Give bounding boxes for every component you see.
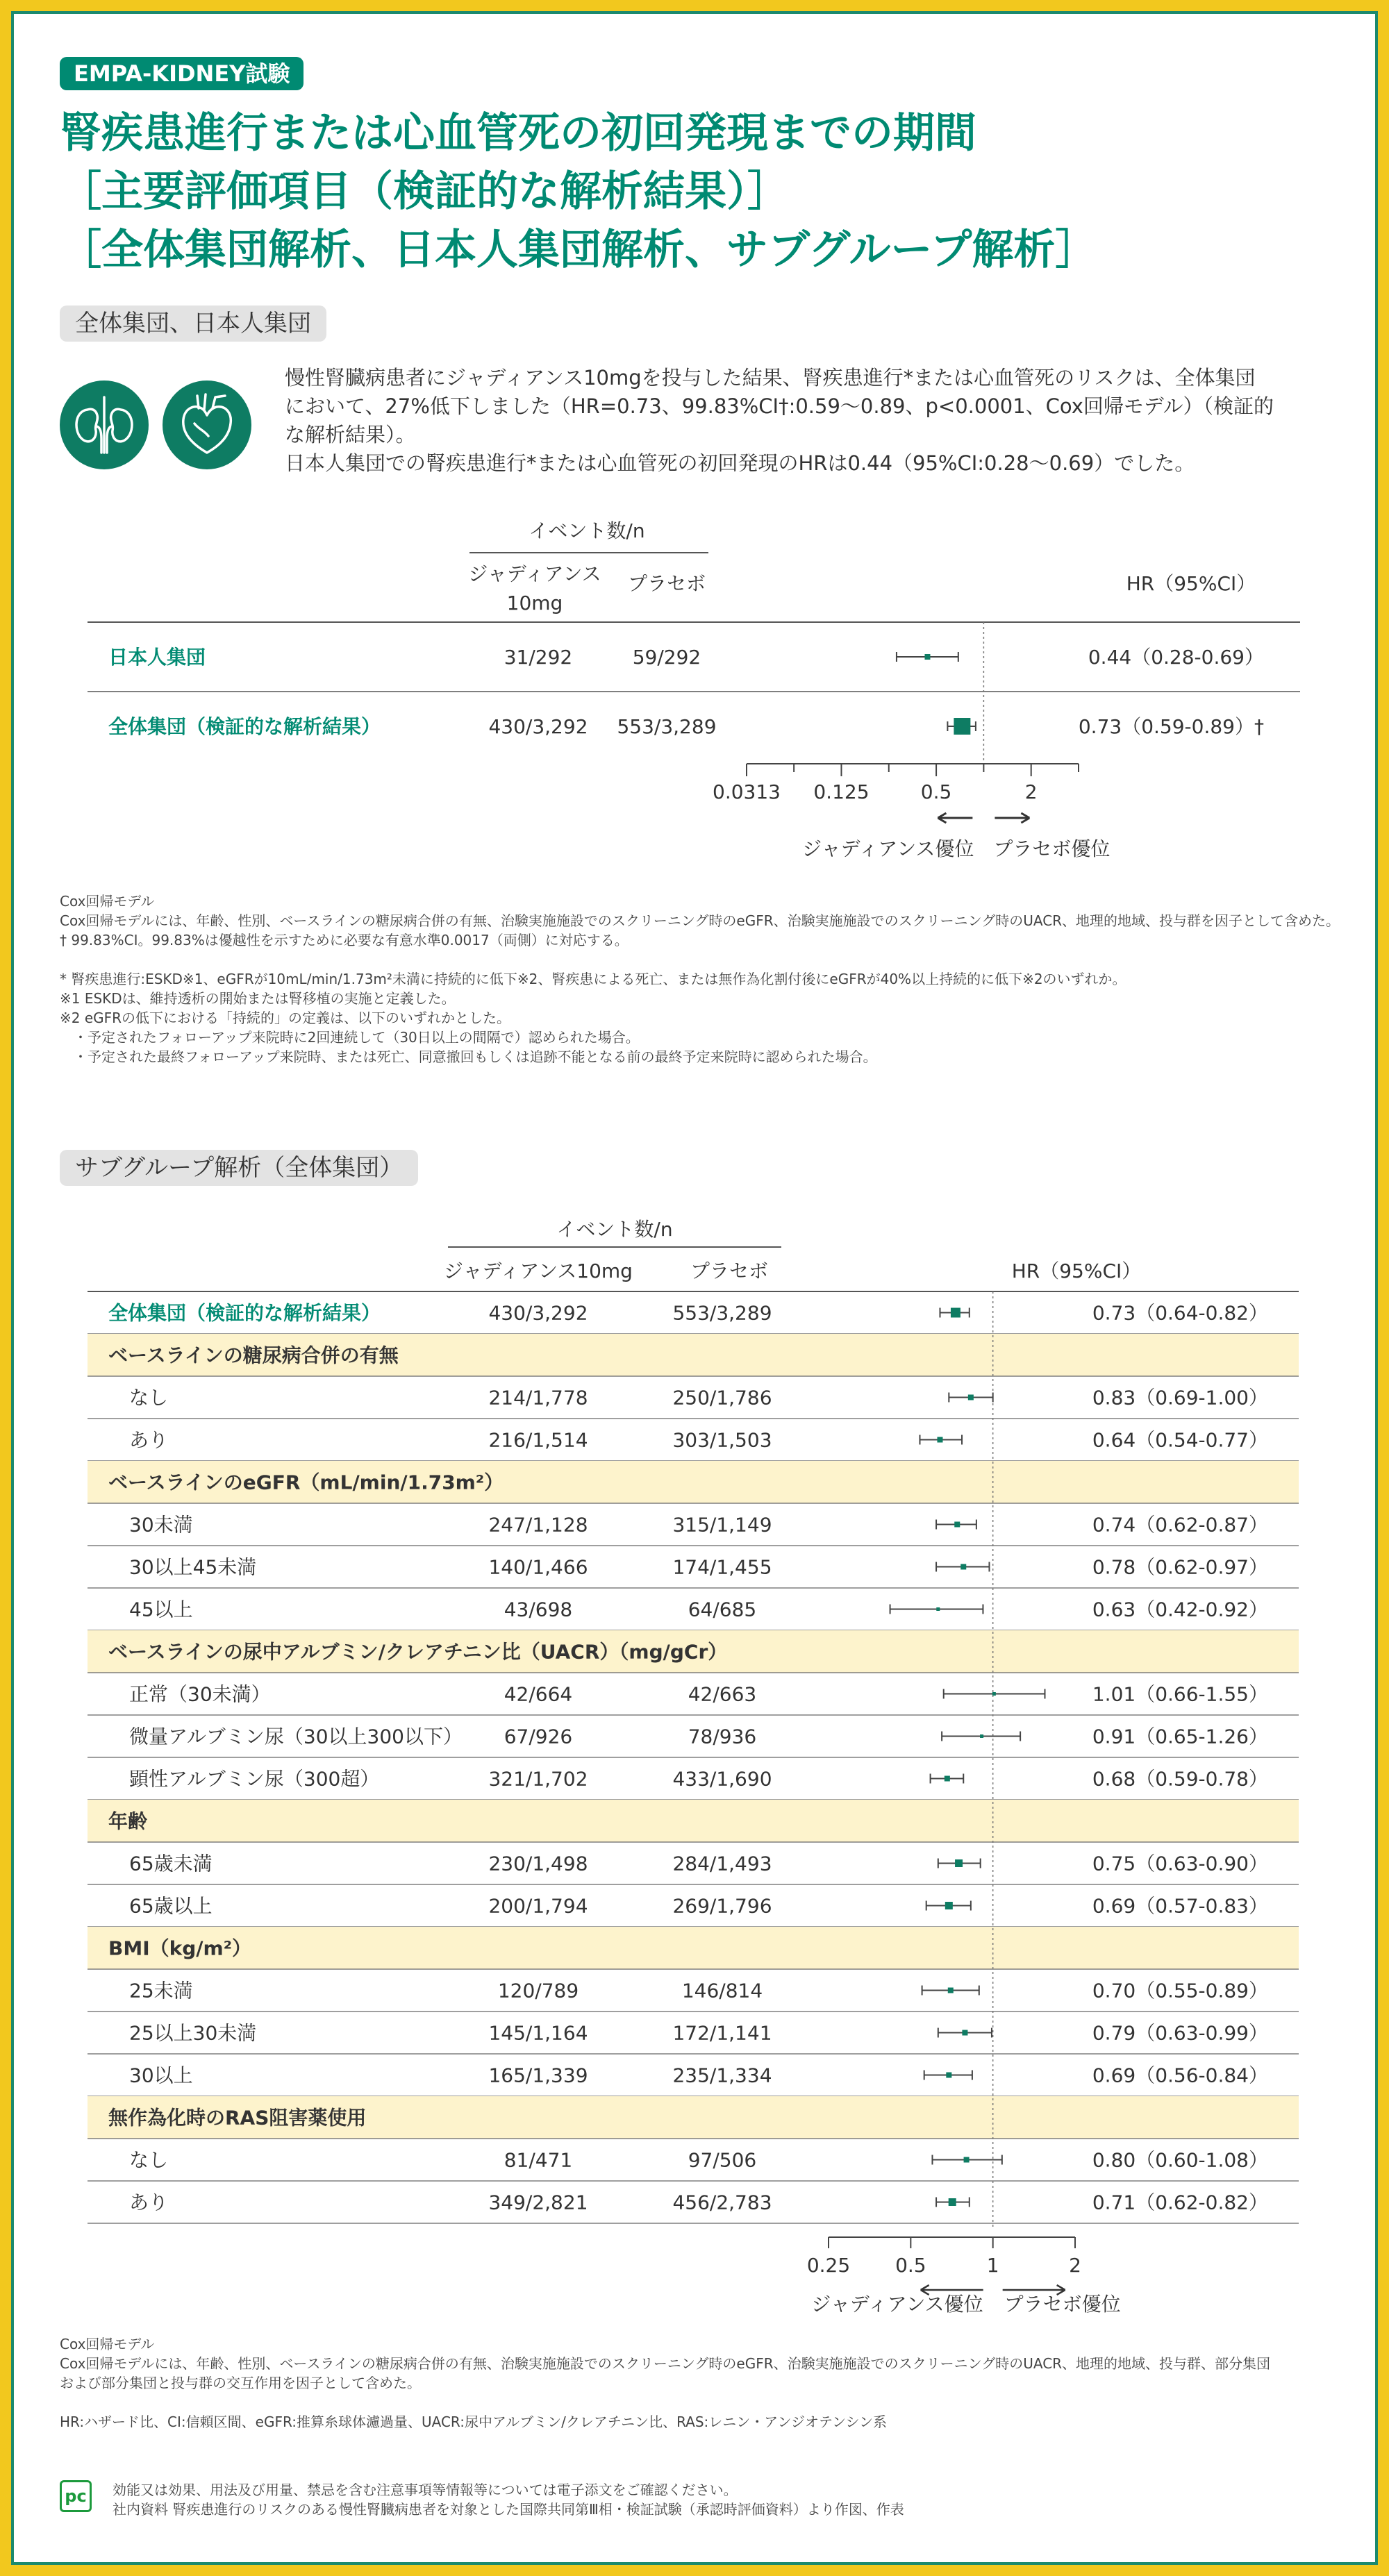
drug-events: 67/926 bbox=[504, 1725, 573, 1748]
hr-marker bbox=[937, 1437, 942, 1443]
drug-events: 42/664 bbox=[504, 1682, 573, 1706]
hr-value: 0.70（0.55-0.89） bbox=[1092, 1979, 1268, 2002]
group-header: ベースラインのeGFR（mL/min/1.73m²） bbox=[108, 1471, 504, 1494]
drug-events: 43/698 bbox=[504, 1598, 573, 1621]
hr-value: 0.91（0.65-1.26） bbox=[1092, 1725, 1268, 1748]
hr-value: 0.73（0.64-0.82） bbox=[1092, 1301, 1268, 1325]
note-line: Cox回帰モデルには、年齢、性別、ベースラインの糖尿病合併の有無、治験実施施設でのスクリーニング時のeGFR、治験実施施設でのスクリーニング時のUACR、地理的地域、投与群を因子として含めた。 bbox=[60, 912, 1340, 929]
x-tick-label: 0.0313 bbox=[713, 780, 781, 803]
placebo-events: 235/1,334 bbox=[672, 2064, 772, 2087]
hr-marker bbox=[960, 1564, 966, 1570]
row-label: 45以上 bbox=[129, 1598, 193, 1621]
drug-events: 31/292 bbox=[504, 646, 573, 669]
note-line: Cox回帰モデル bbox=[60, 893, 155, 910]
row-label: 微量アルブミン尿（30以上300以下） bbox=[129, 1725, 463, 1748]
hr-value: 0.68（0.59-0.78） bbox=[1092, 1767, 1268, 1791]
placebo-events: 78/936 bbox=[688, 1725, 757, 1748]
hr-marker bbox=[949, 2198, 956, 2206]
column-header-drug: ジャディアンス10mg bbox=[444, 1260, 633, 1282]
hr-value: 0.78（0.62-0.97） bbox=[1092, 1555, 1268, 1579]
section-label-overall-japanese: 全体集団、日本人集団 bbox=[60, 306, 326, 342]
row-label: 全体集団（検証的な解析結果） bbox=[108, 715, 381, 738]
x-tick-label: 0.5 bbox=[920, 780, 952, 803]
row-label: あり bbox=[129, 2191, 169, 2214]
trial-badge: EMPA-KIDNEY試験 bbox=[60, 57, 303, 90]
row-label: 全体集団（検証的な解析結果） bbox=[108, 1301, 381, 1325]
hr-value: 0.73（0.59-0.89）† bbox=[1078, 715, 1264, 738]
note-line bbox=[60, 2393, 1338, 2412]
hr-marker bbox=[945, 1776, 950, 1782]
note-line: * 腎疾患進行:ESKD※1、eGFRが10mL/min/1.73m²未満に持続的に低下※2、腎疾患による死亡、または無作為化割付後にeGFRが40%以上持続的に低下※2のいずれか。 bbox=[60, 971, 1126, 987]
placebo-events: 269/1,796 bbox=[672, 1894, 772, 1918]
hr-marker bbox=[968, 1395, 974, 1400]
placebo-events: 146/814 bbox=[681, 1979, 763, 2002]
column-header-placebo: プラセボ bbox=[690, 1260, 769, 1282]
row-label: 30以上 bbox=[129, 2064, 193, 2087]
favor-right-label: プラセボ優位 bbox=[993, 837, 1111, 860]
events-header: イベント数/n bbox=[529, 519, 645, 542]
hr-marker bbox=[951, 1308, 960, 1318]
hr-value: 0.74（0.62-0.87） bbox=[1092, 1513, 1268, 1537]
placebo-events: 284/1,493 bbox=[672, 1852, 772, 1875]
favor-left-label: ジャディアンス優位 bbox=[811, 2293, 983, 2316]
x-tick-label: 0.25 bbox=[806, 2254, 851, 2277]
drug-events: 321/1,702 bbox=[488, 1767, 588, 1791]
hr-value: 0.75（0.63-0.90） bbox=[1092, 1852, 1268, 1875]
hr-marker bbox=[954, 1522, 960, 1528]
placebo-events: 64/685 bbox=[688, 1598, 757, 1621]
placebo-events: 174/1,455 bbox=[672, 1555, 772, 1579]
summary-line: 日本人集団での腎疾患進行*または心血管死の初回発現のHRは0.44（95%CI:0.28〜0.69）でした。 bbox=[285, 451, 1195, 475]
note-line: ・予定された最終フォローアップ来院時、または死亡、同意撤回もしくは追跡不能となる前の最終予定来院時に認められた場合。 bbox=[60, 1048, 877, 1065]
column-header-placebo: プラセボ bbox=[627, 572, 706, 595]
drug-events: 200/1,794 bbox=[488, 1894, 588, 1918]
hr-marker bbox=[962, 2030, 967, 2036]
summary-line: において、27%低下しました（HR=0.73、99.83%CI†:0.59〜0.89、p<0.0001、Cox回帰モデル）（検証的 bbox=[285, 394, 1274, 418]
group-header: ベースラインの糖尿病合併の有無 bbox=[108, 1344, 399, 1367]
note-line: Cox回帰モデルには、年齢、性別、ベースラインの糖尿病合併の有無、治験実施施設でのスクリーニング時のeGFR、治験実施施設でのスクリーニング時のUACR、地理的地域、投与群、部分集団 bbox=[60, 2355, 1271, 2372]
hr-value: 0.83（0.69-1.00） bbox=[1092, 1386, 1268, 1410]
pc-logo: pc bbox=[60, 2480, 92, 2512]
placebo-events: 553/3,289 bbox=[672, 1301, 772, 1325]
placebo-events: 456/2,783 bbox=[672, 2191, 772, 2214]
row-label: 30未満 bbox=[129, 1513, 193, 1537]
favor-right-label: プラセボ優位 bbox=[1004, 2293, 1121, 2316]
drug-events: 120/789 bbox=[497, 1979, 579, 2002]
hr-marker bbox=[980, 1734, 983, 1738]
placebo-events: 250/1,786 bbox=[672, 1386, 772, 1410]
hr-value: 0.44（0.28-0.69） bbox=[1088, 646, 1264, 669]
note-line: Cox回帰モデル bbox=[60, 2336, 155, 2352]
note-line: ・予定されたフォローアップ来院時に2回連続して（30日以上の間隔で）認められた場合。 bbox=[60, 1029, 640, 1046]
column-header-hr: HR（95%CI） bbox=[1011, 1260, 1142, 1282]
section-label-subgroup: サブグループ解析（全体集団） bbox=[60, 1150, 418, 1186]
column-header-hr: HR（95%CI） bbox=[1126, 572, 1256, 595]
placebo-events: 42/663 bbox=[688, 1682, 757, 1706]
row-label: あり bbox=[129, 1428, 169, 1452]
group-band bbox=[88, 1927, 1299, 1969]
hr-marker bbox=[948, 1988, 954, 1993]
drug-events: 140/1,466 bbox=[488, 1555, 588, 1579]
drug-events: 214/1,778 bbox=[488, 1386, 588, 1410]
x-tick-label: 1 bbox=[986, 2254, 999, 2277]
row-label: なし bbox=[129, 1386, 169, 1410]
group-header: 無作為化時のRAS阻害薬使用 bbox=[108, 2106, 367, 2130]
group-header: 年齢 bbox=[108, 1809, 148, 1833]
column-header-drug: ジャディアンス bbox=[468, 562, 601, 585]
title-line: ［全体集団解析、日本人集団解析、サブグループ解析］ bbox=[60, 226, 1097, 274]
drug-events: 145/1,164 bbox=[488, 2021, 588, 2045]
row-label: 顕性アルブミン尿（300超） bbox=[129, 1767, 380, 1791]
hr-value: 0.63（0.42-0.92） bbox=[1092, 1598, 1268, 1621]
row-label: 25未満 bbox=[129, 1979, 193, 2002]
group-header: BMI（kg/m²） bbox=[108, 1937, 251, 1960]
hr-marker bbox=[992, 1692, 996, 1696]
note-line: ※1 ESKDは、維持透析の開始または腎移植の実施と定義した。 bbox=[60, 990, 456, 1007]
notes-chart2 bbox=[60, 2334, 1338, 2432]
drug-events: 81/471 bbox=[504, 2148, 573, 2172]
row-label: 日本人集団 bbox=[108, 646, 206, 669]
group-band bbox=[88, 1800, 1299, 1842]
title-line: ［主要評価項目（検証的な解析結果）］ bbox=[60, 167, 789, 216]
row-label: 25以上30未満 bbox=[129, 2021, 257, 2045]
hr-value: 0.80（0.60-1.08） bbox=[1092, 2148, 1268, 2172]
row-label: なし bbox=[129, 2148, 169, 2172]
hr-value: 0.69（0.56-0.84） bbox=[1092, 2064, 1268, 2087]
drug-events: 216/1,514 bbox=[488, 1428, 588, 1452]
drug-events: 430/3,292 bbox=[488, 715, 588, 738]
title-line: 腎疾患進行または心血管死の初回発現までの期間 bbox=[60, 109, 976, 158]
footer-line: 社内資料 腎疾患進行のリスクのある慢性腎臓病患者を対象とした国際共同第Ⅲ相・検証試験（承認時評価資料）より作図、作表 bbox=[113, 2501, 904, 2518]
drug-events: 430/3,292 bbox=[488, 1301, 588, 1325]
placebo-events: 97/506 bbox=[688, 2148, 757, 2172]
hr-marker bbox=[955, 1859, 963, 1867]
hr-value: 0.64（0.54-0.77） bbox=[1092, 1428, 1268, 1452]
x-tick-label: 2 bbox=[1069, 2254, 1081, 2277]
placebo-events: 303/1,503 bbox=[672, 1428, 772, 1452]
hr-value: 0.79（0.63-0.99） bbox=[1092, 2021, 1268, 2045]
placebo-events: 553/3,289 bbox=[617, 715, 717, 738]
placebo-events: 59/292 bbox=[632, 646, 701, 669]
note-line: † 99.83%CI。99.83%は優越性を示すために必要な有意水準0.0017（両側）に対応する。 bbox=[60, 932, 629, 948]
placebo-events: 433/1,690 bbox=[672, 1767, 772, 1791]
footer-text bbox=[113, 2480, 1335, 2519]
note-line: ※2 eGFRの低下における「持続的」の定義は、以下のいずれかとした。 bbox=[60, 1010, 511, 1026]
placebo-events: 315/1,149 bbox=[672, 1513, 772, 1537]
x-tick-label: 0.125 bbox=[813, 780, 870, 803]
hr-marker bbox=[964, 2157, 970, 2163]
placebo-events: 172/1,141 bbox=[672, 2021, 772, 2045]
hr-marker bbox=[945, 1902, 953, 1909]
column-header-drug-dose: 10mg bbox=[506, 592, 563, 614]
x-tick-label: 2 bbox=[1024, 780, 1038, 803]
events-header: イベント数/n bbox=[556, 1218, 673, 1241]
drug-events: 349/2,821 bbox=[488, 2191, 588, 2214]
note-line: HR:ハザード比、CI:信頼区間、eGFR:推算糸球体濾過量、UACR:尿中アルブミン/クレアチニン比、RAS:レニン・アンジオテンシン系 bbox=[60, 2414, 887, 2430]
group-header: ベースラインの尿中アルブミン/クレアチニン比（UACR）（mg/gCr） bbox=[108, 1640, 728, 1664]
row-label: 正常（30未満） bbox=[129, 1682, 271, 1706]
row-label: 65歳以上 bbox=[129, 1894, 213, 1918]
summary-line: 慢性腎臓病患者にジャディアンス10mgを投与した結果、腎疾患進行*または心血管死のリスクは、全体集団 bbox=[285, 366, 1256, 390]
x-tick-label: 0.5 bbox=[895, 2254, 926, 2277]
favor-left-label: ジャディアンス優位 bbox=[802, 837, 974, 860]
summary-line: な解析結果）。 bbox=[285, 423, 416, 446]
hr-value: 0.71（0.62-0.82） bbox=[1092, 2191, 1268, 2214]
hr-marker bbox=[936, 1607, 940, 1611]
drug-events: 247/1,128 bbox=[488, 1513, 588, 1537]
row-label: 30以上45未満 bbox=[129, 1555, 257, 1579]
drug-events: 230/1,498 bbox=[488, 1852, 588, 1875]
row-label: 65歳未満 bbox=[129, 1852, 213, 1875]
hr-value: 1.01（0.66-1.55） bbox=[1092, 1682, 1268, 1706]
hr-marker bbox=[946, 2073, 951, 2078]
note-line: および部分集団と投与群の交互作用を因子として含めた。 bbox=[60, 2375, 421, 2391]
drug-events: 165/1,339 bbox=[488, 2064, 588, 2087]
footer-line: 効能又は効果、用法及び用量、禁忌を含む注意事項等情報等については電子添文をご確認ください。 bbox=[113, 2482, 738, 2498]
hr-value: 0.69（0.57-0.83） bbox=[1092, 1894, 1268, 1918]
